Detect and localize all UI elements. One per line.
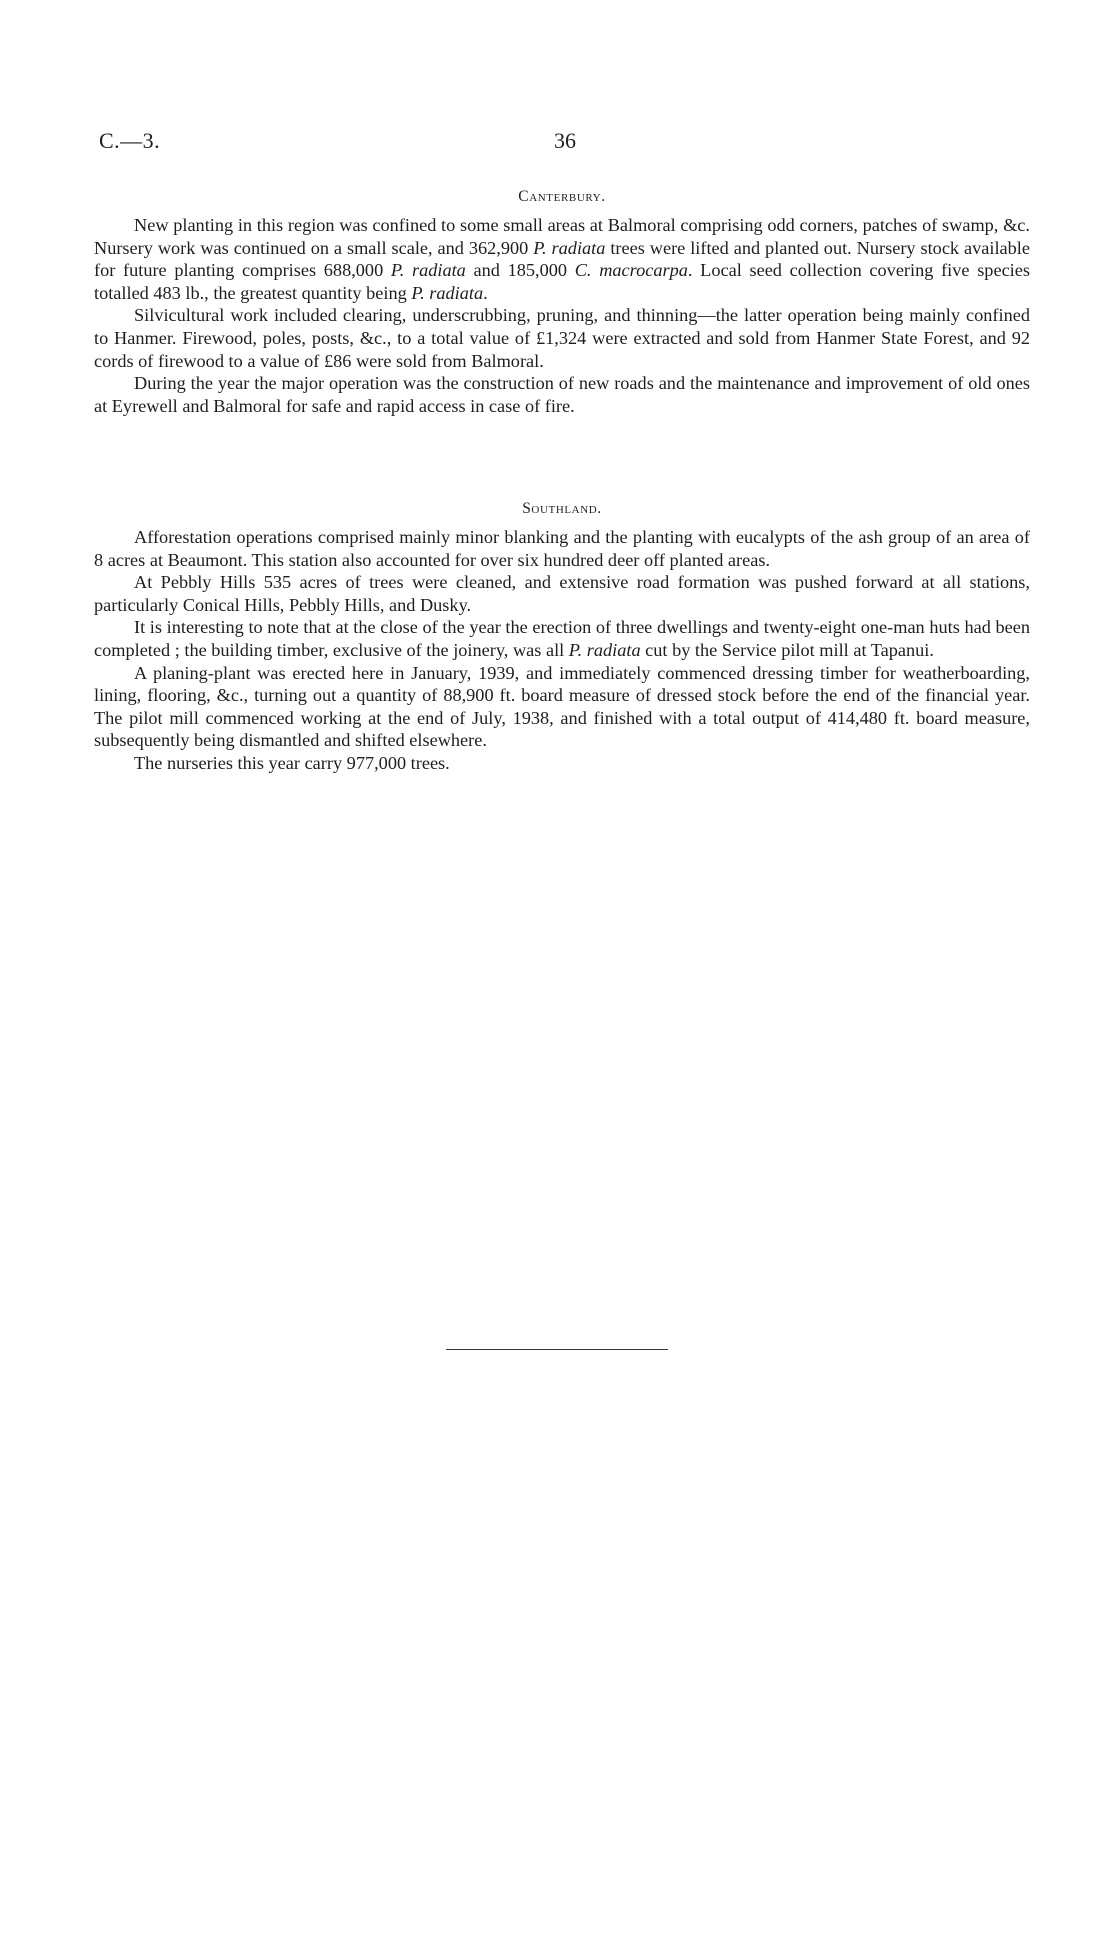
text-run: It is interesting to note that at the close of the year the erection of three dwellings and twenty-eight one-man huts had been completed ; the building timber, exclusive of the joinery, was all [94,617,1030,660]
canterbury-paragraph-2: Silvicultural work included clearing, underscrubbing, pruning, and thinning—the latter operation being mainly confined to Hanmer. Firewood, poles, posts, &c., to a total value of £1,324 were extracted and sold from Hanmer State Forest, and 92 cords of firewood to a value of £86 were sold from Balmoral. [94,305,1030,371]
section-heading-canterbury: Canterbury. [518,188,606,205]
species-name: P. radiata [390,260,466,281]
section-canterbury [94,186,1030,417]
southland-paragraph-4: A planing-plant was erected here in January, 1939, and immediately commenced dressing timber for weatherboarding, lining, flooring, &c., turning out a quantity of 88,900 ft. board measure of dressed stock before the end of the financial year. The pilot mill commenced working at the end of July, 1938, and finished with a total output of 414,480 ft. board measure, subsequently being dismantled and shifted elsewhere. [94,662,1030,751]
section-heading-southland: Southland. [522,500,602,517]
text-run: New planting in this region was confined to some small areas at Balmoral comprising odd corners, patches of swamp, &c. Nursery work was continued on a small scale, and 362,900 [94,215,1030,258]
species-name: P. radiata [568,639,641,660]
text-run: . [483,282,488,303]
text-run: . Local seed collection covering five species totalled 483 lb., the greatest quantity being [94,260,1030,303]
southland-paragraph-2: At Pebbly Hills 535 acres of trees were cleaned, and extensive road formation was pushed forward at all stations, particularly Conical Hills, Pebbly Hills, and Dusky. [94,572,1030,615]
end-rule [446,1349,668,1350]
section-southland [94,498,1030,775]
document-reference: C.—3. [99,128,161,153]
southland-paragraph-1: Afforestation operations comprised mainly minor blanking and the planting with eucalypts of the ash group of an area of 8 acres at Beaumont. This station also accounted for over six hundred deer off planted areas. [94,527,1030,570]
species-name: P. radiata [533,237,606,258]
species-name: C. macrocarpa [574,260,688,281]
canterbury-paragraph-1 [94,214,1030,304]
species-name: P. radiata [411,282,484,303]
canterbury-paragraph-3: During the year the major operation was the construction of new roads and the maintenance and improvement of old ones at Eyrewell and Balmoral for safe and rapid access in case of fire. [94,373,1030,416]
text-run: and 185,000 [465,260,575,281]
page-number: 36 [554,128,576,153]
southland-paragraph-3 [94,616,1030,661]
text-run: trees were lifted and planted out. Nursery stock available for future planting comprises 688,000 [94,237,1030,281]
text-run: cut by the Service pilot mill at Tapanui. [640,639,934,660]
southland-paragraph-5: The nurseries this year carry 977,000 trees. [134,752,450,773]
